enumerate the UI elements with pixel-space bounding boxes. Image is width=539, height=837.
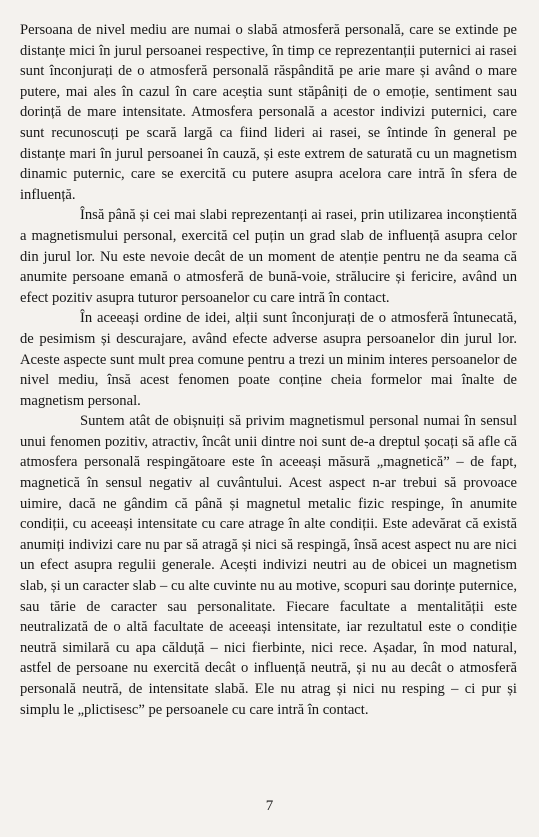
paragraph-3: În aceeași ordine de idei, alții sunt înconjurați de o atmosferă întunecată, de pesimism și descurajare, având efecte adverse asupra persoanelor din jurul lor. Aceste aspecte sunt mult prea comune pentru a trezi un minim interes persoanelor de nivel mediu, însă acest fenomen poate conține cheia formelor mai înalte de magnetism personal. [20,310,517,409]
paragraph-1: Persoana de nivel mediu are numai o slabă atmosferă personală, care se extinde pe distanțe mici în jurul persoanei respective, în timp ce reprezentanții puternici ai rasei sunt înconjurați de o atmosferă personală răspândită pe arie mare și având o mare putere, mai ales în cazul în care aceștia sunt stăpâniți de o emoție, sentiment sau dorință de mare intensitate. Atmosfera personală a acestor indivizi puternici, care sunt recunoscuți pe scară largă ca fiind lideri ai rasei, se întinde în general pe distanțe mari în jurul persoanei în cauză, și este extrem de saturată cu un magnetism dinamic puternic, care se exercită cu putere asupra acelora care intră în sfera de influență. [20,22,517,203]
page-number: 7 [265,798,274,814]
paragraph-2: Însă până și cei mai slabi reprezentanți ai rasei, prin utilizarea inconștientă a magnetismului personal, exercită cel puțin un grad slab de influență asupra celor din jurul lor. Nu este nevoie decât de un moment de atenție pentru ne da seama că anumite persoane emană o atmosferă de bună-voie, strălucire și fericire, având un efect pozitiv asupra tuturor persoanelor cu care intră în contact. [20,207,517,306]
paragraph-4: Suntem atât de obișnuiți să privim magnetismul personal numai în sensul unui fenomen pozitiv, atractiv, încât unii dintre noi sunt de-a dreptul șocați să afle că atmosfera personală respingătoare este în aceeași măsură „magnetică” – de fapt, magnetică în sensul negativ al cuvântului. Acest aspect n-ar trebui să provoace uimire, dacă ne gândim că până și magnetul metalic fizic respinge, în anumite condiții, cu aceeași intensitate cu care atrage în alte condiții. Este adevărat că există anumiți indivizi care nu par să atragă și nici să respingă, însă acest aspect nu are nici un efect asupra regulii generale. Acești indivizi neutri au de obicei un magnetism slab, și un caracter slab – cu alte cuvinte nu au motive, scopuri sau dorințe puternice, sau tărie de caracter sau personalitate. Fiecare facultate a mentalității este neutralizată de o altă facultate de aceeași intensitate, iar rezultatul este o condiție neutră similară cu apa călduță – nici fierbinte, nici rece. Așadar, în mod natural, astfel de persoane nu exercită decât o influență neutră, și nu au decât o atmosferă personală neutră, de intensitate slabă. Ele nu atrag și nici nu resping – ci pur și simplu le „plictisesc” pe persoanele cu care intră în contact. [20,413,517,718]
